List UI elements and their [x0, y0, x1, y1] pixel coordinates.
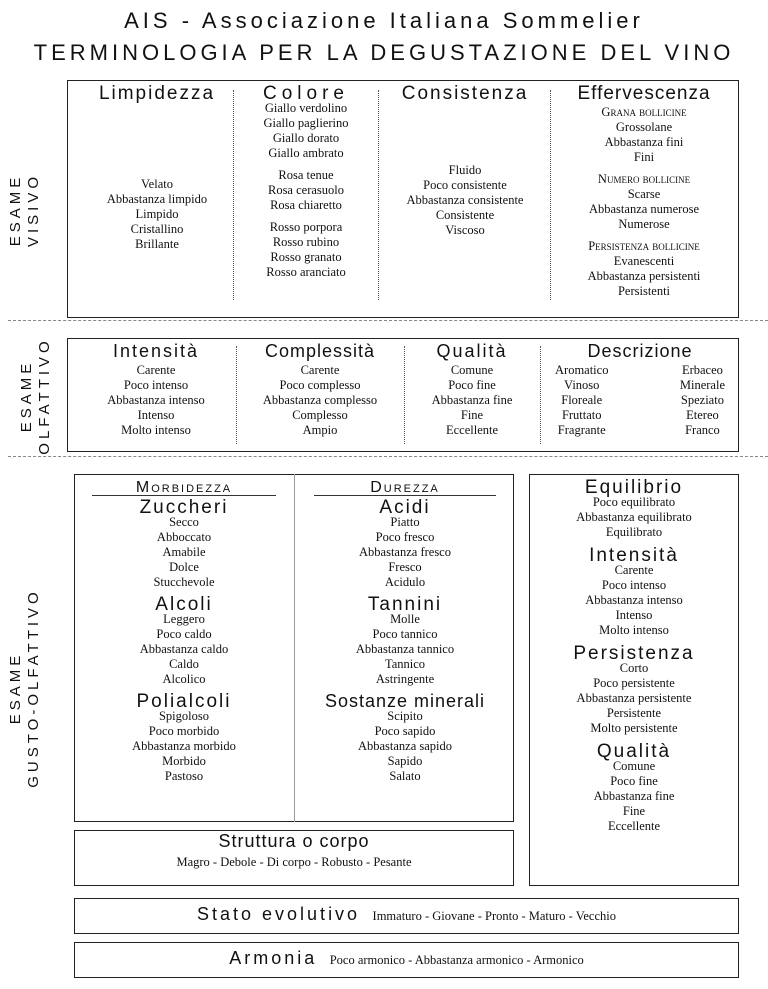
list-item: Alcolico — [162, 672, 206, 686]
list-item: Eccellente — [607, 819, 661, 833]
list-item: Fine — [622, 804, 646, 818]
list-item: Corto — [619, 661, 649, 675]
list-item: Abbastanza complesso — [262, 393, 378, 407]
list-item: Molto intenso — [121, 423, 191, 437]
list-item: Fluido — [448, 163, 482, 177]
list-item: Abbastanza morbido — [132, 739, 236, 753]
list-item: Aromatico — [555, 363, 609, 377]
colore-column — [236, 83, 376, 280]
qualita-gusto-title: Qualità — [596, 741, 672, 762]
struttura-title: Struttura o corpo — [218, 831, 370, 851]
list-item: Rosso aranciato — [266, 265, 346, 279]
effervescenza-column — [552, 83, 736, 299]
list-item: Salato — [389, 769, 421, 783]
list-item: Molle — [390, 612, 420, 626]
effervescenza-title: Effervescenza — [577, 83, 711, 104]
equilibrio-title: Equilibrio — [584, 477, 684, 498]
list-item: Poco morbido — [148, 724, 220, 738]
list-item: Etereo — [686, 408, 719, 422]
durezza-title: Durezza — [314, 480, 496, 496]
list-item: Velato — [141, 177, 173, 191]
section-divider — [8, 456, 768, 457]
list-item: Numerose — [618, 217, 670, 231]
list-item: Equilibrato — [605, 525, 663, 539]
acidi-title: Acidi — [379, 497, 431, 518]
tannini-title: Tannini — [367, 594, 443, 615]
armonia-text: Poco armonico - Abbastanza armonico - Armonico — [329, 953, 584, 967]
qualita-olf-column — [406, 341, 538, 438]
list-item: Abbastanza limpido — [106, 192, 208, 206]
list-item: Astringente — [375, 672, 435, 686]
descrizione-column — [545, 341, 735, 438]
list-item: Poco intenso — [601, 578, 667, 592]
list-item: Poco fine — [448, 378, 496, 392]
list-item: Abbastanza persistente — [576, 691, 692, 705]
list-item: Secco — [169, 515, 199, 529]
list-item: Abbastanza consistente — [406, 193, 524, 207]
right-column — [531, 477, 737, 834]
list-item: Rosso porpora — [269, 220, 343, 234]
qualita-title: Qualità — [436, 341, 508, 361]
list-item: Giallo ambrato — [268, 146, 344, 160]
morbidezza-column — [76, 480, 292, 784]
side-label-visivo: ESAME VISIVO — [7, 172, 42, 248]
list-item: Minerale — [679, 378, 725, 392]
list-item: Scipito — [387, 709, 423, 723]
list-item: Abbastanza intenso — [107, 393, 205, 407]
list-item: Abbastanza numerose — [588, 202, 700, 216]
side-label-gusto: ESAME GUSTO-OLFATTIVO — [7, 588, 42, 788]
list-item: Giallo dorato — [272, 131, 340, 145]
list-item: Abbastanza fresco — [359, 545, 451, 559]
list-item: Persistenti — [617, 284, 671, 298]
column-divider — [233, 90, 234, 300]
list-item: Complesso — [292, 408, 348, 422]
list-item: Comune — [450, 363, 494, 377]
list-item: Scarse — [627, 187, 661, 201]
colore-title: Colore — [263, 83, 349, 104]
list-item: Intenso — [137, 408, 175, 422]
struttura-section — [76, 831, 512, 870]
subheading: Grana bollicine — [601, 105, 687, 119]
list-item: Giallo paglierino — [263, 116, 349, 130]
list-item: Consistente — [435, 208, 495, 222]
descrizione-title: Descrizione — [587, 341, 693, 361]
list-item: Floreale — [561, 393, 603, 407]
list-item: Fini — [633, 150, 655, 164]
list-item: Molto persistente — [590, 721, 678, 735]
list-item: Fruttato — [561, 408, 602, 422]
list-item: Poco complesso — [279, 378, 361, 392]
durezza-column — [298, 480, 512, 784]
list-item: Abbastanza sapido — [357, 739, 453, 753]
list-item: Abbastanza persistenti — [587, 269, 701, 283]
list-item: Eccellente — [445, 423, 499, 437]
list-item: Abbastanza tannico — [355, 642, 455, 656]
list-item: Abbastanza fini — [604, 135, 684, 149]
list-item: Poco equilibrato — [592, 495, 676, 509]
list-item: Carente — [300, 363, 340, 377]
alcoli-title: Alcoli — [155, 594, 213, 615]
stato-text: Immaturo - Giovane - Pronto - Maturo - Vecchio — [372, 909, 616, 923]
section-divider — [8, 320, 768, 321]
side-label-olfattivo: ESAME OLFATTIVO — [18, 337, 53, 455]
column-divider — [540, 346, 541, 444]
list-item: Poco fine — [610, 774, 658, 788]
list-item: Comune — [612, 759, 656, 773]
armonia-row — [74, 948, 739, 969]
list-item: Fragrante — [557, 423, 606, 437]
list-item: Poco intenso — [123, 378, 189, 392]
list-item: Grossolane — [615, 120, 673, 134]
list-item: Limpido — [135, 207, 179, 221]
persistenza-title: Persistenza — [573, 643, 695, 664]
column-divider — [294, 474, 295, 822]
complessita-title: Complessità — [264, 341, 376, 361]
list-item: Abbastanza intenso — [585, 593, 683, 607]
complessita-column — [238, 341, 402, 438]
list-item: Poco tannico — [372, 627, 438, 641]
sostanze-title: Sostanze minerali — [324, 691, 486, 711]
list-item: Dolce — [169, 560, 199, 574]
polialcoli-title: Polialcoli — [136, 691, 232, 712]
list-item: Amabile — [162, 545, 206, 559]
list-item: Molto intenso — [599, 623, 669, 637]
list-item: Spigoloso — [158, 709, 209, 723]
list-item: Ampio — [302, 423, 338, 437]
list-item: Stucchevole — [153, 575, 215, 589]
list-item: Sapido — [387, 754, 423, 768]
list-item: Pastoso — [164, 769, 204, 783]
list-item: Rosa tenue — [278, 168, 334, 182]
list-item: Rosa chiaretto — [270, 198, 342, 212]
list-item: Poco caldo — [156, 627, 212, 641]
list-item: Morbido — [162, 754, 206, 768]
list-item: Brillante — [135, 237, 179, 251]
list-item: Rosso granato — [270, 250, 342, 264]
list-item: Vinoso — [564, 378, 600, 392]
column-divider — [404, 346, 405, 444]
list-item: Carente — [136, 363, 176, 377]
list-item: Acidulo — [384, 575, 426, 589]
stato-row — [74, 904, 739, 925]
list-item: Carente — [614, 563, 654, 577]
list-item: Speziato — [680, 393, 724, 407]
list-item: Tannico — [384, 657, 426, 671]
header-association: AIS - Associazione Italiana Sommelier — [124, 8, 644, 33]
list-item: Persistente — [606, 706, 662, 720]
list-item: Poco consistente — [423, 178, 507, 192]
list-item: Intenso — [615, 608, 653, 622]
list-item: Rosa cerasuolo — [267, 183, 345, 197]
intensita-olf-column — [78, 341, 234, 438]
list-item: Caldo — [169, 657, 199, 671]
zuccheri-title: Zuccheri — [139, 497, 229, 518]
subheading: Numero bollicine — [597, 172, 691, 186]
list-item: Abbastanza equilibrato — [576, 510, 692, 524]
list-item: Cristallino — [130, 222, 184, 236]
list-item: Piatto — [390, 515, 420, 529]
list-item: Evanescenti — [613, 254, 675, 268]
column-divider — [550, 90, 551, 300]
list-item: Viscoso — [445, 223, 485, 237]
consistenza-title: Consistenza — [401, 83, 529, 104]
list-item: Abboccato — [156, 530, 212, 544]
subheading: Persistenza bollicine — [588, 239, 700, 253]
limpidezza-title: Limpidezza — [98, 83, 216, 104]
list-item: Abbastanza fine — [593, 789, 675, 803]
list-item: Erbaceo — [681, 363, 723, 377]
column-divider — [378, 90, 379, 300]
consistenza-column — [382, 83, 548, 238]
list-item: Abbastanza caldo — [139, 642, 229, 656]
stato-title: Stato evolutivo — [197, 904, 361, 924]
intensita-title: Intensità — [112, 341, 200, 361]
list-item: Giallo verdolino — [264, 101, 348, 115]
list-item: Fine — [460, 408, 484, 422]
list-item: Rosso rubino — [272, 235, 340, 249]
list-item: Fresco — [388, 560, 422, 574]
list-item: Poco persistente — [593, 676, 675, 690]
list-item: Leggero — [163, 612, 205, 626]
list-item: Poco sapido — [374, 724, 436, 738]
struttura-text: Magro - Debole - Di corpo - Robusto - Pesante — [176, 855, 412, 869]
list-item: Franco — [685, 423, 720, 437]
header-title: TERMINOLOGIA PER LA DEGUSTAZIONE DEL VINO — [33, 40, 735, 65]
armonia-title: Armonia — [229, 948, 318, 968]
limpidezza-column — [82, 83, 232, 252]
list-item: Abbastanza fine — [431, 393, 513, 407]
intensita-gusto-title: Intensità — [589, 545, 679, 566]
morbidezza-title: Morbidezza — [92, 480, 276, 496]
list-item: Poco fresco — [375, 530, 435, 544]
column-divider — [236, 346, 237, 444]
